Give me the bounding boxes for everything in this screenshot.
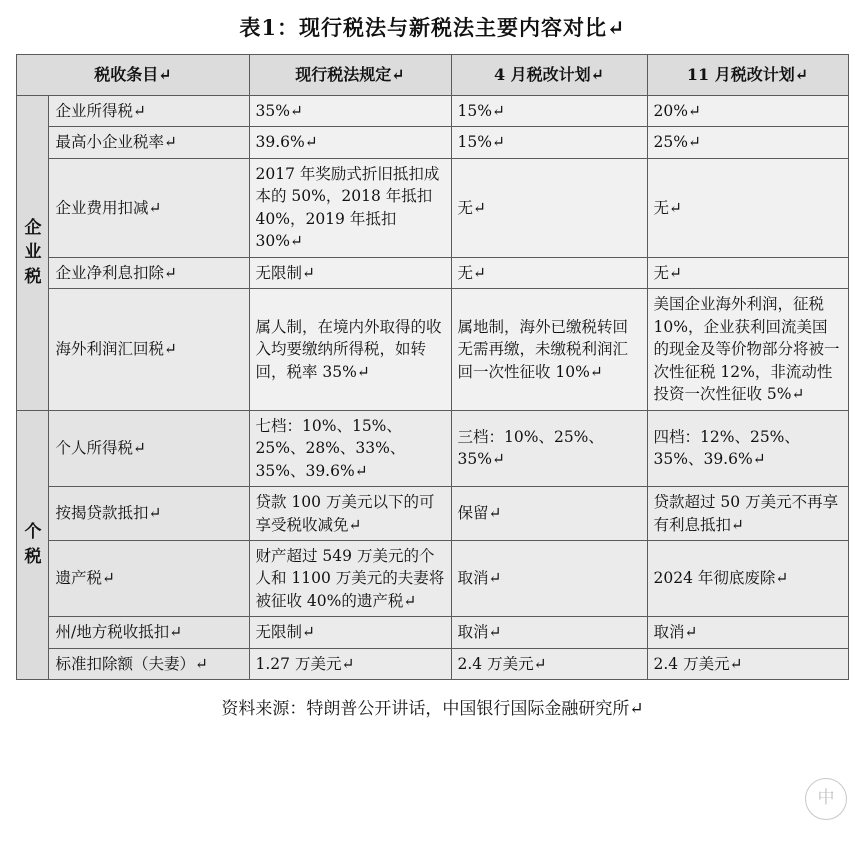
table-row: [17, 540, 848, 616]
cell-november-corporate-income-tax: 20%↵: [647, 96, 848, 127]
row-item-net-interest-deduction: 企业净利息扣除↵: [49, 257, 249, 288]
cell-november-personal-income-tax: 四档：12%、25%、35%、39.6%↵: [647, 410, 848, 486]
cell-april-net-interest-deduction: 无↵: [451, 257, 647, 288]
cell-current-state-local-tax-deduction: 无限制↵: [249, 617, 451, 648]
row-item-corporate-income-tax: 企业所得税↵: [49, 96, 249, 127]
row-item-state-local-tax-deduction: 州/地方税收抵扣↵: [49, 617, 249, 648]
row-item-estate-tax: 遗产税↵: [49, 540, 249, 616]
row-item-overseas-profit-repatriation-tax: 海外利润汇回税↵: [49, 289, 249, 410]
group-label-corporate-tax-text: 企业税: [24, 217, 42, 288]
cell-november-standard-deduction: 2.4 万美元↵: [647, 648, 848, 679]
tax-comparison-table: [16, 54, 848, 680]
table-header-row: [17, 55, 848, 96]
cell-november-overseas-profit-repatriation-tax: 美国企业海外利润，征税 10%，企业获利回流美国的现金及等价物部分将被一次性征税 12%，非流动性投资一次性征收 5%↵: [647, 289, 848, 410]
table-row: [17, 617, 848, 648]
cell-november-net-interest-deduction: 无↵: [647, 257, 848, 288]
cell-current-mortgage-deduction: 贷款 100 万美元以下的可享受税收减免↵: [249, 487, 451, 541]
cell-april-personal-income-tax: 三档：10%、25%、35%↵: [451, 410, 647, 486]
table-row: [17, 127, 848, 158]
cell-april-expense-deduction: 无↵: [451, 158, 647, 257]
table-row: [17, 158, 848, 257]
table-body: [17, 96, 848, 680]
table-header: [17, 55, 848, 96]
page-title: 表1：现行税法与新税法主要内容对比↵: [239, 15, 626, 40]
column-header-current-law: 现行税法规定↵: [249, 55, 451, 96]
cell-current-personal-income-tax: 七档：10%、15%、25%、28%、33%、35%、39.6%↵: [249, 410, 451, 486]
table-row: [17, 410, 848, 486]
row-item-expense-deduction: 企业费用扣减↵: [49, 158, 249, 257]
cell-april-standard-deduction: 2.4 万美元↵: [451, 648, 647, 679]
cell-current-standard-deduction: 1.27 万美元↵: [249, 648, 451, 679]
table-row: [17, 487, 848, 541]
cell-april-corporate-income-tax: 15%↵: [451, 96, 647, 127]
cell-april-estate-tax: 取消↵: [451, 540, 647, 616]
cell-current-corporate-income-tax: 35%↵: [249, 96, 451, 127]
cell-april-mortgage-deduction: 保留↵: [451, 487, 647, 541]
group-label-personal-tax-text: 个税: [24, 522, 42, 567]
cell-november-small-business-rate: 25%↵: [647, 127, 848, 158]
cell-november-state-local-tax-deduction: 取消↵: [647, 617, 848, 648]
table-row: [17, 257, 848, 288]
column-header-item: 税收条目↵: [17, 55, 249, 96]
row-item-small-business-rate: 最高小企业税率↵: [49, 127, 249, 158]
cell-november-expense-deduction: 无↵: [647, 158, 848, 257]
column-header-april-plan: 4 月税改计划↵: [451, 55, 647, 96]
cell-current-expense-deduction: 2017 年奖励式折旧抵扣成本的 50%，2018 年抵扣 40%，2019 年抵扣 30%↵: [249, 158, 451, 257]
cell-april-state-local-tax-deduction: 取消↵: [451, 617, 647, 648]
cell-april-overseas-profit-repatriation-tax: 属地制，海外已缴税转回无需再缴，未缴税利润汇回一次性征收 10%↵: [451, 289, 647, 410]
row-item-personal-income-tax: 个人所得税↵: [49, 410, 249, 486]
cell-current-overseas-profit-repatriation-tax: 属人制，在境内外取得的收入均要缴纳所得税，如转回，税率 35%↵: [249, 289, 451, 410]
group-label-corporate-tax: [17, 96, 49, 411]
watermark-logo: 中: [805, 778, 847, 820]
group-label-personal-tax: [17, 410, 49, 680]
cell-november-estate-tax: 2024 年彻底废除↵: [647, 540, 848, 616]
row-item-mortgage-deduction: 按揭贷款抵扣↵: [49, 487, 249, 541]
cell-current-small-business-rate: 39.6%↵: [249, 127, 451, 158]
cell-current-estate-tax: 财产超过 549 万美元的个人和 1100 万美元的夫妻将被征收 40%的遗产税↵: [249, 540, 451, 616]
column-header-november-plan: 11 月税改计划↵: [647, 55, 848, 96]
cell-april-small-business-rate: 15%↵: [451, 127, 647, 158]
table-row: [17, 289, 848, 410]
cell-current-net-interest-deduction: 无限制↵: [249, 257, 451, 288]
row-item-standard-deduction: 标准扣除额（夫妻）↵: [49, 648, 249, 679]
source-note: 资料来源：特朗普公开讲话，中国银行国际金融研究所↵: [221, 699, 644, 720]
cell-november-mortgage-deduction: 贷款超过 50 万美元不再享有利息抵扣↵: [647, 487, 848, 541]
table-row: [17, 648, 848, 679]
table-row: [17, 96, 848, 127]
